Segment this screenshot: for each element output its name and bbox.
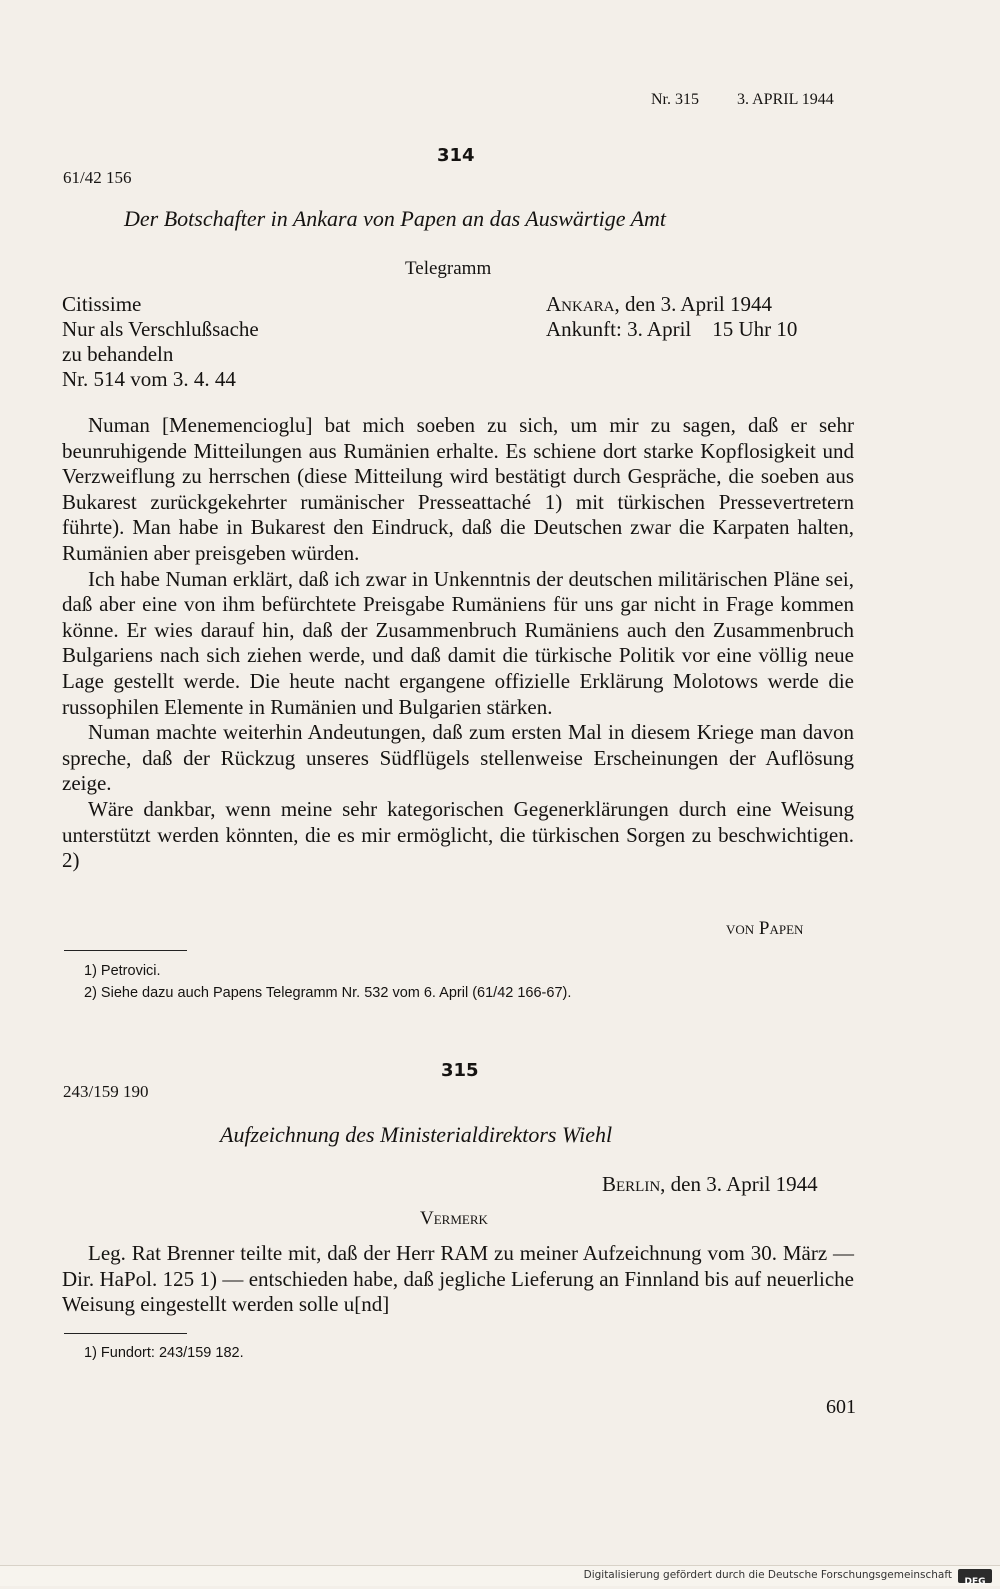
document-number: 315: [441, 1060, 479, 1081]
digitization-credit: Digitalisierung gefördert durch die Deutsche Forschungsgemeinschaft: [583, 1569, 952, 1581]
arrival-time: Ankunft: 3. April 15 Uhr 10: [546, 317, 798, 341]
place-name: Ankara: [546, 292, 615, 316]
date-text: , den 3. April 1944: [660, 1172, 818, 1196]
paragraph: Numan machte weiterhin Andeutungen, daß zum ersten Mal in diesem Kriege man davon spreche, daß der Rückzug unseres Südflügels stellenweise Erscheinungen der Auflösung zeige.: [62, 720, 854, 796]
digitization-footer: [0, 1565, 1000, 1586]
body-text-314: [62, 413, 854, 874]
document-title: Aufzeichnung des Ministerialdirektors Wiehl: [220, 1122, 613, 1147]
date-text: , den 3. April 1944: [614, 292, 773, 316]
document-type: Telegramm: [405, 258, 492, 279]
place-name: Berlin: [602, 1172, 661, 1196]
paragraph: Numan [Menemencioglu] bat mich soeben zu sich, um mir zu sagen, daß er sehr beunruhigende Mitteilungen aus Rumänien erhalte. Es schiene dort starke Kopflosigkeit und Verzweiflung zu herrschen (diese Mitteilung wird bestätigt durch Gespräche, die soeben aus Bukarest zurückgekehrter rumänischer Presseattaché 1) mit türkischen Pressevertretern führte). Man habe in Bukarest den Eindruck, daß die Deutschen zwar die Karpaten halten, Rumänien aber preisgeben würden.: [62, 413, 854, 565]
classification-line-2: zu behandeln: [62, 342, 174, 366]
paragraph: Leg. Rat Brenner teilte mit, daß der Herr RAM zu meiner Aufzeichnung vom 30. März — Dir. HaPol. 125 1) — entschieden habe, daß jegliche Lieferung an Finnland bis auf neuerliche Weisung eingestellt werden solle u[nd]: [62, 1241, 854, 1317]
paragraph: Ich habe Numan erklärt, daß ich zwar in Unkenntnis der deutschen militärischen Pläne sei, daß aber eine von ihm befürchtete Preisgabe Rumäniens für uns gar nicht in Frage kommen könne. Er wies darauf hin, daß der Zusammenbruch Rumäniens auch den Zusammenbruch Bulgariens nach sich ziehen werde, und daß damit die türkische Politik vor eine völlig neue Lage gestellt werde. Die heute nacht ergangene offizielle Erklärung Molotows werde die russophilen Elemente in Rumänien und Bulgarien stärken.: [62, 566, 854, 719]
file-reference: 61/42 156: [63, 168, 132, 187]
document-title: Der Botschafter in Ankara von Papen an das Auswärtige Amt: [124, 206, 667, 231]
document-number: 314: [437, 145, 475, 166]
telegram-number: Nr. 514 vom 3. 4. 44: [62, 367, 236, 391]
dfg-logo-text: DFG: [964, 1577, 986, 1587]
body-text-315: [62, 1241, 854, 1318]
place-date: [546, 292, 772, 317]
section-heading: Vermerk: [420, 1208, 488, 1229]
running-header-doc-number: Nr. 315: [651, 91, 699, 108]
signature: von Papen: [726, 918, 804, 939]
running-header-date: 3. APRIL 1944: [737, 91, 834, 108]
transmission-priority: Citissime: [62, 292, 142, 316]
paragraph: Wäre dankbar, wenn meine sehr kategorischen Gegenerklärungen durch eine Weisung unterstützt werden könnten, die es mir ermöglicht, die türkischen Sorgen zu beschwichtigen. 2): [62, 796, 854, 873]
footnote: 1) Fundort: 243/159 182.: [84, 1345, 244, 1361]
file-reference: 243/159 190: [63, 1082, 149, 1101]
footnote-divider: [64, 950, 187, 951]
footnote: 2) Siehe dazu auch Papens Telegramm Nr. 532 vom 6. April (61/42 166-67).: [84, 985, 572, 1001]
classification-line-1: Nur als Verschlußsache: [62, 317, 259, 341]
place-date: [602, 1172, 818, 1197]
footnote-divider: [64, 1333, 187, 1334]
footnote: 1) Petrovici.: [84, 963, 161, 979]
page-number: 601: [826, 1396, 856, 1418]
dfg-logo: [958, 1569, 992, 1587]
